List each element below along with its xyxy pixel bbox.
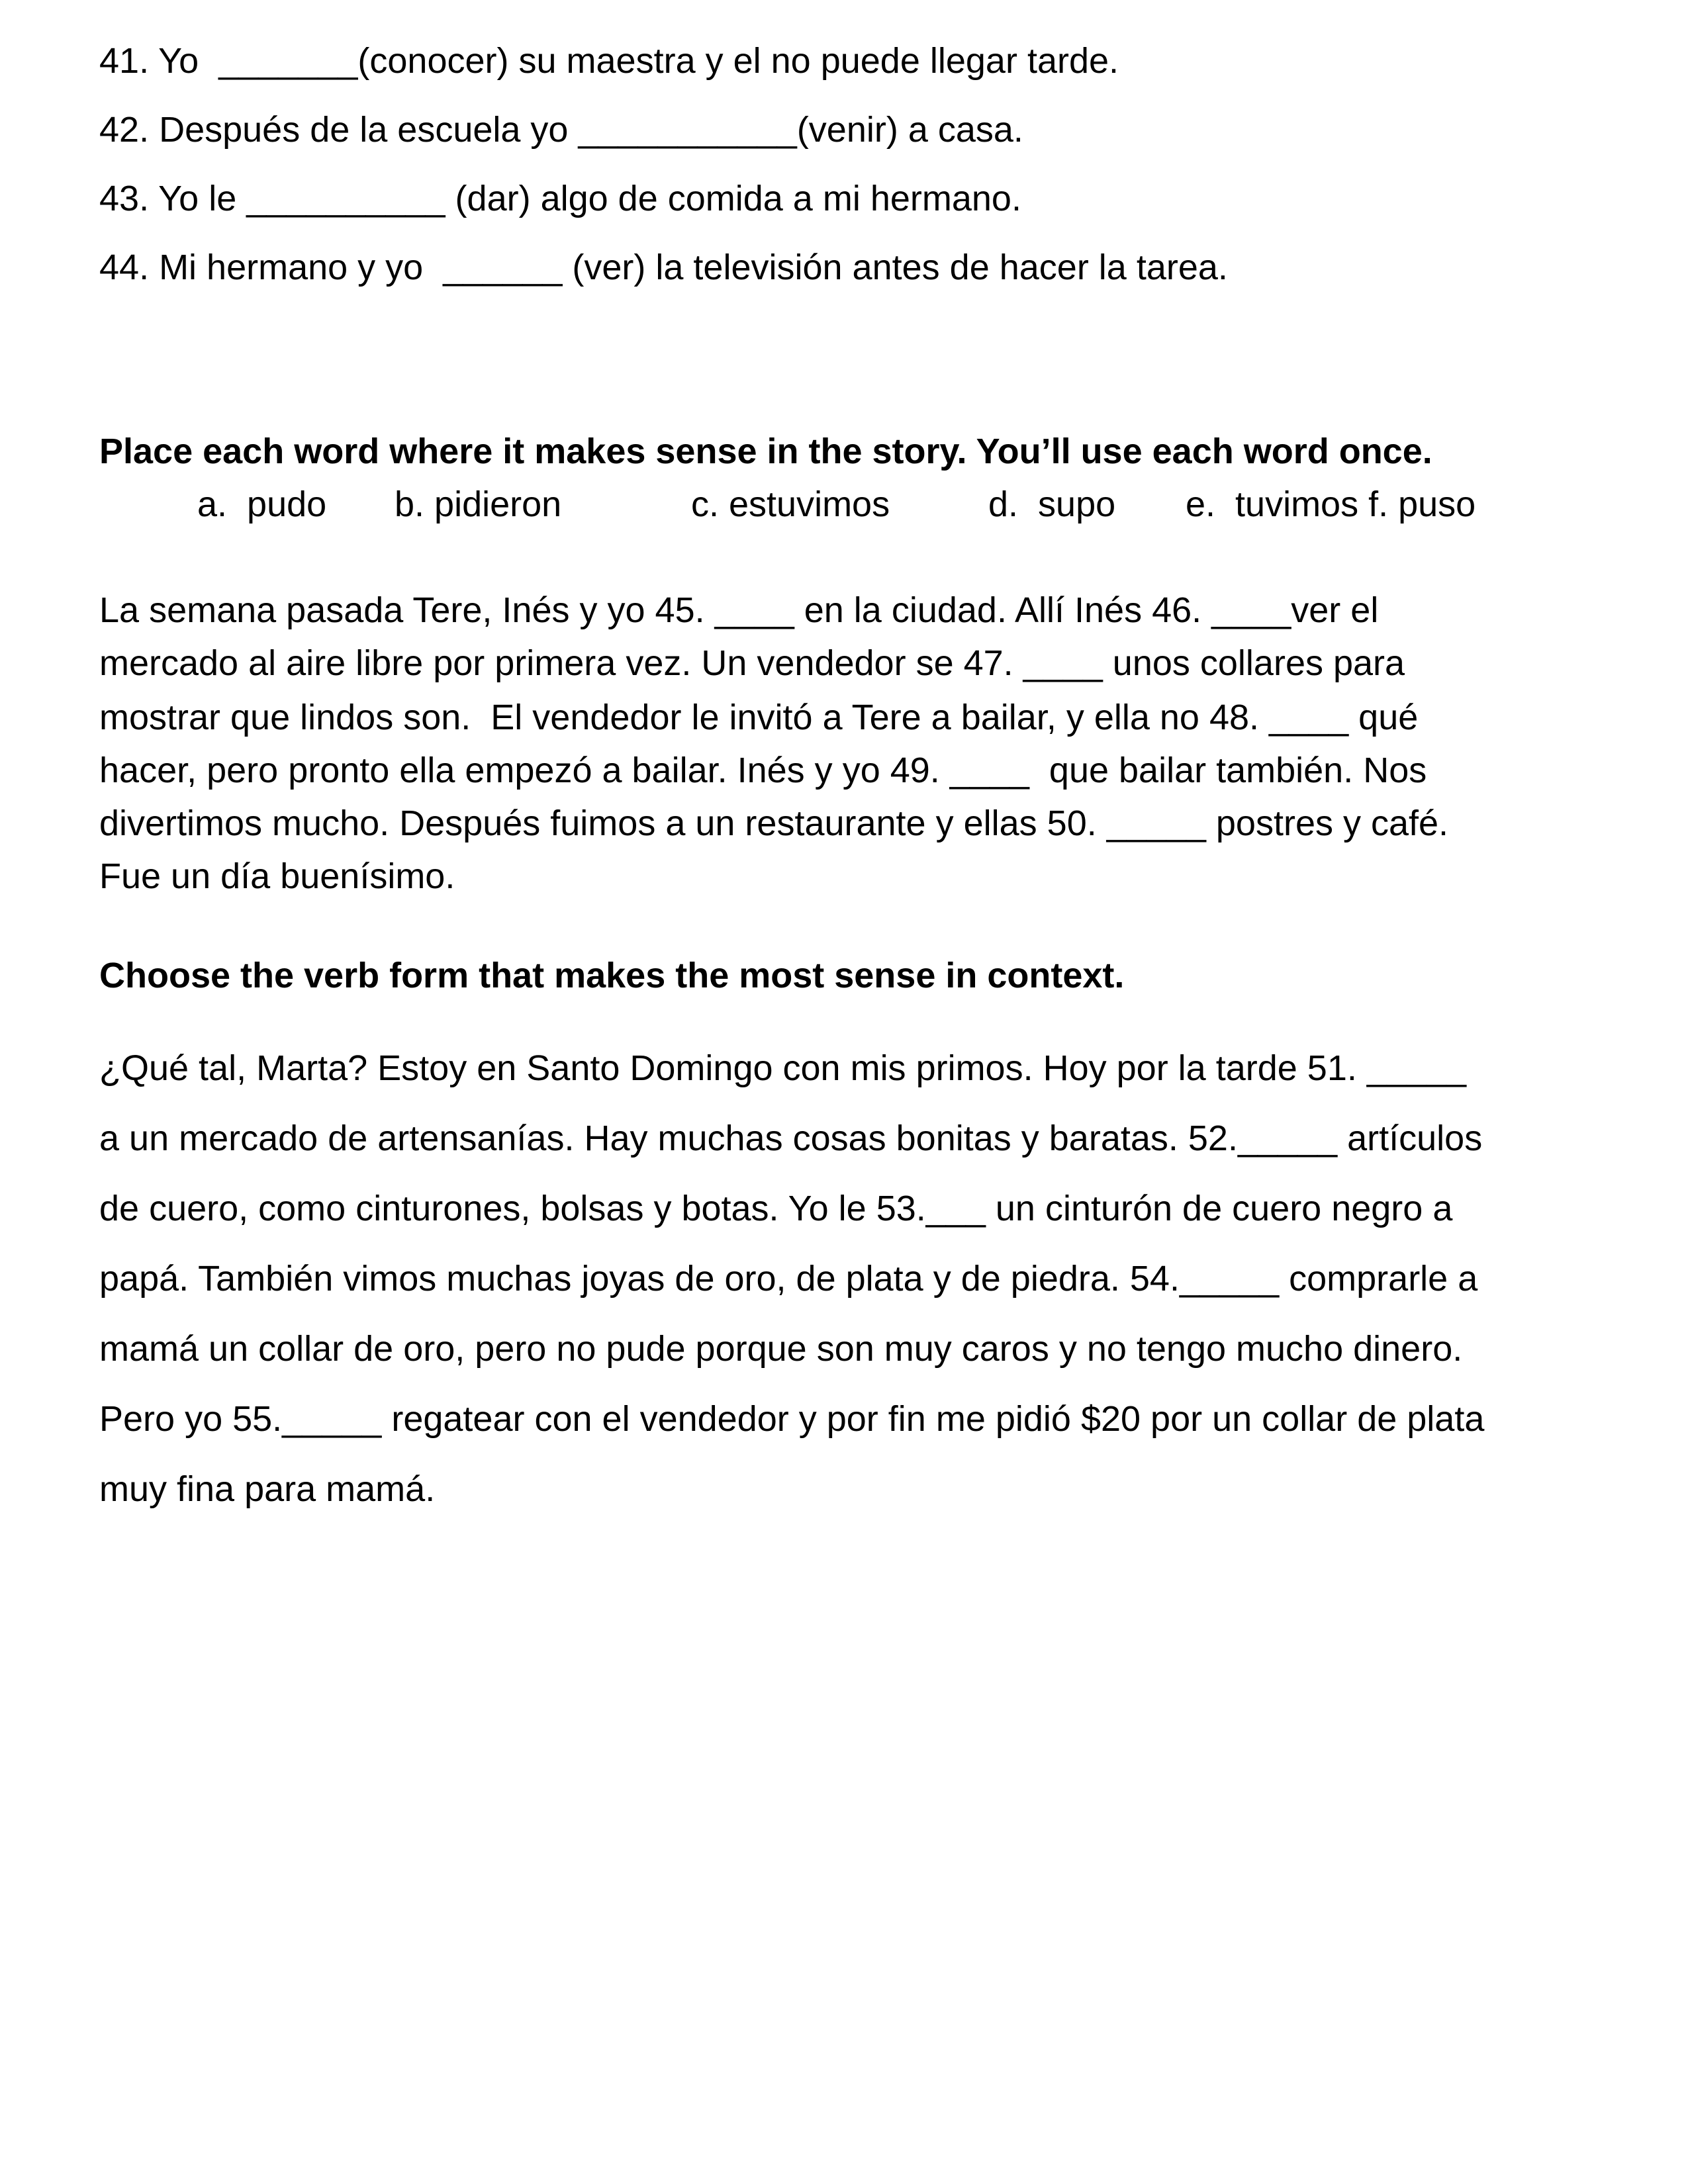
word-option-d: d. supo: [988, 484, 1116, 524]
item-41: 41. Yo _______(conocer) su maestra y el no puede llegar tarde.: [99, 41, 1119, 81]
letter-line-6: Pero yo 55._____ regatear con el vendedor y por fin me pidió $20 por un collar de plata: [99, 1399, 1485, 1439]
part2-instruction: Place each word where it makes sense in the story. You’ll use each word once.: [99, 432, 1432, 471]
story-line-1: La semana pasada Tere, Inés y yo 45. ____ en la ciudad. Allí Inés 46. ____ver el: [99, 590, 1379, 630]
item-42: 42. Después de la escuela yo ___________(venir) a casa.: [99, 110, 1023, 150]
letter-line-3: de cuero, como cinturones, bolsas y botas. Yo le 53.___ un cinturón de cuero negro a: [99, 1189, 1453, 1228]
letter-line-1: ¿Qué tal, Marta? Estoy en Santo Domingo con mis primos. Hoy por la tarde 51. _____: [99, 1048, 1467, 1088]
letter-line-5: mamá un collar de oro, pero no pude porque son muy caros y no tengo mucho dinero.: [99, 1329, 1463, 1369]
story-line-5: divertimos mucho. Después fuimos a un restaurante y ellas 50. _____ postres y café.: [99, 803, 1449, 843]
item-43: 43. Yo le __________ (dar) algo de comida a mi hermano.: [99, 179, 1021, 218]
word-option-e-f: e. tuvimos f. puso: [1186, 484, 1476, 524]
story-line-3: mostrar que lindos son. El vendedor le invitó a Tere a bailar, y ella no 48. ____ qué: [99, 698, 1419, 737]
letter-line-2: a un mercado de artensanías. Hay muchas cosas bonitas y baratas. 52._____ artículos: [99, 1118, 1483, 1158]
story-line-4: hacer, pero pronto ella empezó a bailar. Inés y yo 49. ____ que bailar también. Nos: [99, 751, 1427, 790]
story-line-2: mercado al aire libre por primera vez. Un vendedor se 47. ____ unos collares para: [99, 643, 1405, 683]
word-option-b: b. pidieron: [395, 484, 562, 524]
item-44: 44. Mi hermano y yo ______ (ver) la televisión antes de hacer la tarea.: [99, 248, 1228, 287]
letter-line-7: muy fina para mamá.: [99, 1469, 436, 1509]
story-line-6: Fue un día buenísimo.: [99, 856, 455, 896]
word-option-a: a. pudo: [197, 484, 327, 524]
word-bank: [0, 484, 1688, 527]
word-option-c: c. estuvimos: [691, 484, 890, 524]
part3-instruction: Choose the verb form that makes the most sense in context.: [99, 956, 1125, 995]
letter-line-4: papá. También vimos muchas joyas de oro, de plata y de piedra. 54._____ comprarle a: [99, 1259, 1478, 1298]
